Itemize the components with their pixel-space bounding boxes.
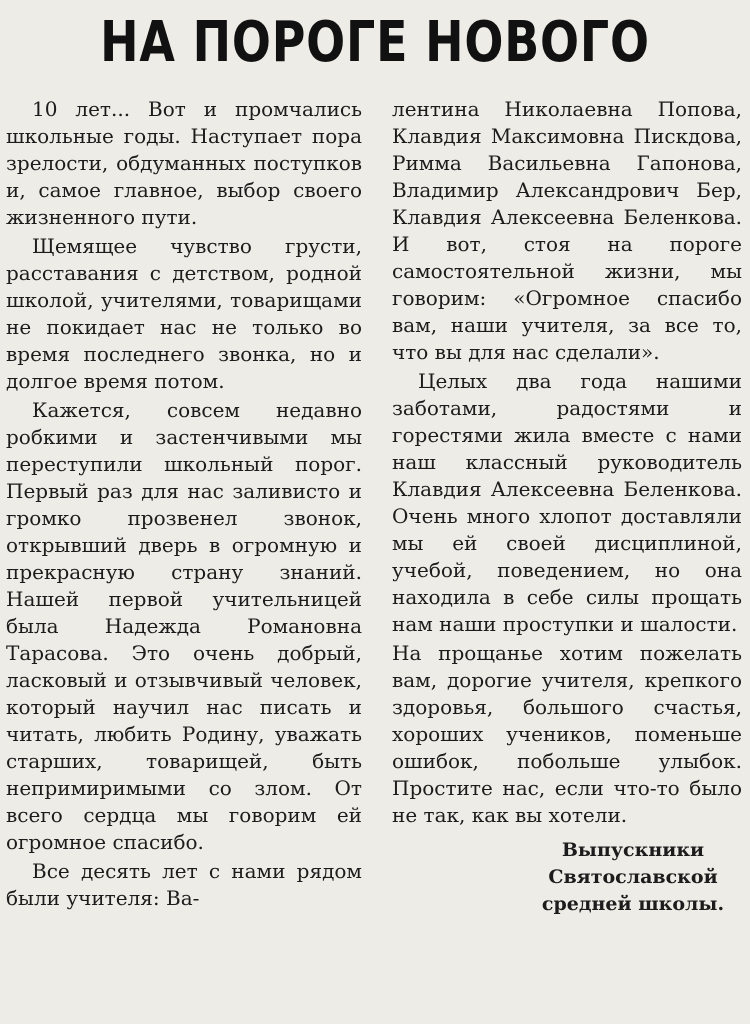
signature-line: Святославской [548,866,718,888]
paragraph: На прощанье хотим пожелать вам, дорогие учителя, крепкого здоровья, большого счастья, хороших учеников, поменьше ошибок, побольше улыбок. Простите нас, если что-то было не так, как вы хотели. [392,641,742,827]
paragraph: лентина Николаевна Попова, Клавдия Максимовна Пискдова, Римма Васильевна Гапонова, Владимир Александрович Бер, Клавдия Алексеевна Беленкова. И вот, стоя на пороге самостоятельной жизни, мы говорим: «Огромное спасибо вам, наши учителя, за все то, что вы для нас сделали». [392,97,742,364]
signature-line: средней школы. [541,893,725,915]
paragraph: 10 лет... Вот и промчались школьные годы. Наступает пора зрелости, обдуманных поступков и, самое главное, выбор своего жизненного пути. [6,97,362,229]
article-headline: НА ПОРОГЕ НОВОГО [100,10,650,75]
paragraph: Все десять лет с нами рядом были учителя: Ва- [6,859,362,910]
article-signature [392,837,742,918]
paragraph: Щемящее чувство грусти, расставания с детством, родной школой, учителями, товарищами не покидает нас не только во время последнего звонка, но и долгое время потом. [6,234,362,393]
left-column [6,96,362,914]
signature-line: Выпускники [561,839,705,861]
paragraph: Целых два года нашими заботами, радостями и горестями жила вместе с нами наш классный руководитель Клавдия Алексеевна Беленкова. Очень много хлопот доставляли мы ей своей дисциплиной, учебой, поведением, но она находила в себе силы прощать нам наши проступки и шалости. [392,369,742,636]
paragraph: Кажется, совсем недавно робкими и застенчивыми мы переступили школьный порог. Первый раз для нас заливисто и громко прозвенел звонок, открывший дверь в огромную и прекрасную страну знаний. Нашей первой учительницей была Надежда Романовна Тарасова. Это очень добрый, ласковый и отзывчивый человек, который научил нас писать и читать, любить Родину, уважать старших, товарищей, быть непримиримыми со злом. От всего сердца мы говорим ей огромное спасибо. [6,398,362,854]
right-column [392,96,742,918]
